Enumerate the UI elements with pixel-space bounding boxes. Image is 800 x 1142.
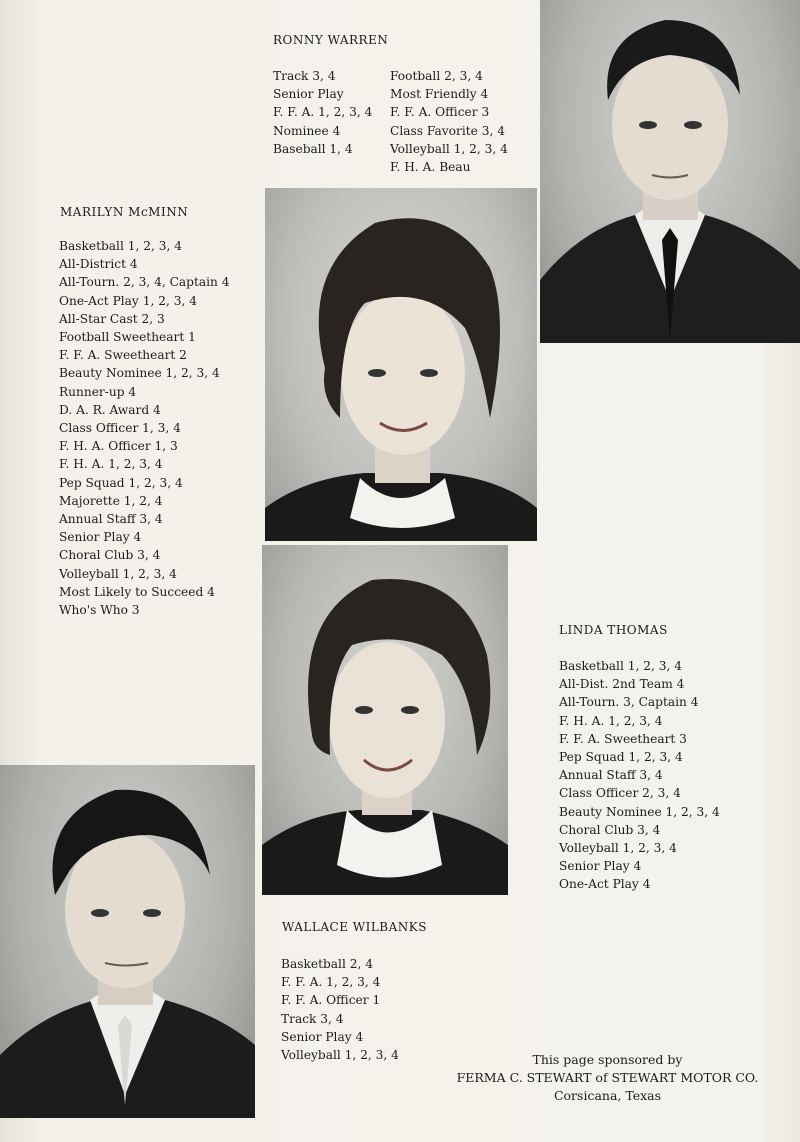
activity-item: Who's Who 3 (59, 603, 140, 618)
activity-item: Annual Staff 3, 4 (59, 512, 163, 527)
portrait-wallace-icon (0, 765, 255, 1118)
activity-item: Senior Play 4 (59, 530, 142, 545)
activity-item: F. H. A. Officer 1, 3 (59, 439, 178, 454)
marilyn-name: MARILYN McMINN (60, 205, 189, 219)
sponsor-line-1: This page sponsored by (532, 1052, 683, 1067)
activity-item: Pep Squad 1, 2, 3, 4 (59, 475, 183, 490)
activity-item: Pep Squad 1, 2, 3, 4 (559, 750, 683, 765)
activity-item: Majorette 1, 2, 4 (59, 493, 163, 508)
portrait-ronny-icon (540, 0, 800, 343)
activity-item: One-Act Play 4 (559, 877, 651, 892)
activity-item: F. F. A. 1, 2, 3, 4 (273, 105, 373, 120)
activity-item: F. F. A. Sweetheart 2 (59, 348, 187, 363)
activity-item: Volleyball 1, 2, 3, 4 (559, 841, 677, 856)
activity-item: Track 3, 4 (281, 1011, 344, 1026)
activity-item: Beauty Nominee 1, 2, 3, 4 (559, 804, 720, 819)
ronny-activities-col1 (273, 67, 372, 158)
activity-item: Football Sweetheart 1 (59, 330, 196, 345)
activity-item: All-Dist. 2nd Team 4 (559, 677, 685, 692)
activity-item: Most Friendly 4 (390, 87, 489, 102)
sponsor-block (455, 1051, 760, 1105)
activity-item: Choral Club 3, 4 (59, 548, 161, 563)
activity-item: Beauty Nominee 1, 2, 3, 4 (59, 366, 220, 381)
wallace-activities (281, 955, 399, 1064)
activity-item: Volleyball 1, 2, 3, 4 (281, 1048, 399, 1063)
activity-item: All-Tourn. 3, Captain 4 (559, 695, 699, 710)
activity-item: All-Star Cast 2, 3 (59, 311, 165, 326)
activity-item: F. F. A. Sweetheart 3 (559, 731, 687, 746)
portrait-linda-icon (262, 545, 508, 895)
ronny-activities-col2 (390, 67, 508, 176)
activity-item: Football 2, 3, 4 (390, 69, 483, 83)
activity-item: All-Tourn. 2, 3, 4, Captain 4 (59, 275, 230, 290)
activity-item: F. H. A. Beau (390, 160, 471, 175)
activity-item: F. F. A. Officer 1 (281, 993, 381, 1008)
activity-item: Basketball 2, 4 (281, 957, 373, 971)
activity-item: Class Officer 2, 3, 4 (559, 786, 681, 801)
activity-item: Senior Play 4 (559, 859, 642, 874)
activity-item: Baseball 1, 4 (273, 141, 353, 156)
activity-item: Class Officer 1, 3, 4 (59, 421, 181, 436)
portrait-marilyn-icon (265, 188, 537, 541)
activity-item: All-District 4 (59, 257, 138, 272)
activity-item: Class Favorite 3, 4 (390, 123, 505, 138)
linda-activities (559, 657, 720, 894)
marilyn-activities (59, 237, 230, 619)
activity-item: F. F. A. Officer 3 (390, 105, 490, 120)
activity-item: F. F. A. 1, 2, 3, 4 (281, 975, 381, 990)
activity-item: F. H. A. 1, 2, 3, 4 (559, 713, 663, 728)
activity-item: Nominee 4 (273, 123, 341, 138)
activity-item: Volleyball 1, 2, 3, 4 (59, 566, 177, 581)
activity-item: Choral Club 3, 4 (559, 822, 661, 837)
activity-item: Runner-up 4 (59, 384, 137, 399)
activity-item: Senior Play (273, 87, 344, 102)
activity-item: Basketball 1, 2, 3, 4 (59, 239, 182, 253)
activity-item: Track 3, 4 (273, 69, 336, 83)
ronny-name: RONNY WARREN (273, 33, 389, 47)
activity-item: Senior Play 4 (281, 1029, 364, 1044)
activity-item: Annual Staff 3, 4 (559, 768, 663, 783)
sponsor-line-2: FERMA C. STEWART of STEWART MOTOR CO. (456, 1070, 759, 1085)
activity-item: One-Act Play 1, 2, 3, 4 (59, 293, 197, 308)
activity-item: Most Likely to Succeed 4 (59, 584, 215, 599)
activity-item: Basketball 1, 2, 3, 4 (559, 659, 682, 673)
activity-item: F. H. A. 1, 2, 3, 4 (59, 457, 163, 472)
activity-item: D. A. R. Award 4 (59, 402, 161, 417)
activity-item: Volleyball 1, 2, 3, 4 (390, 141, 508, 156)
sponsor-line-3: Corsicana, Texas (553, 1088, 662, 1103)
wallace-name: WALLACE WILBANKS (282, 920, 427, 934)
linda-name: LINDA THOMAS (559, 623, 668, 637)
